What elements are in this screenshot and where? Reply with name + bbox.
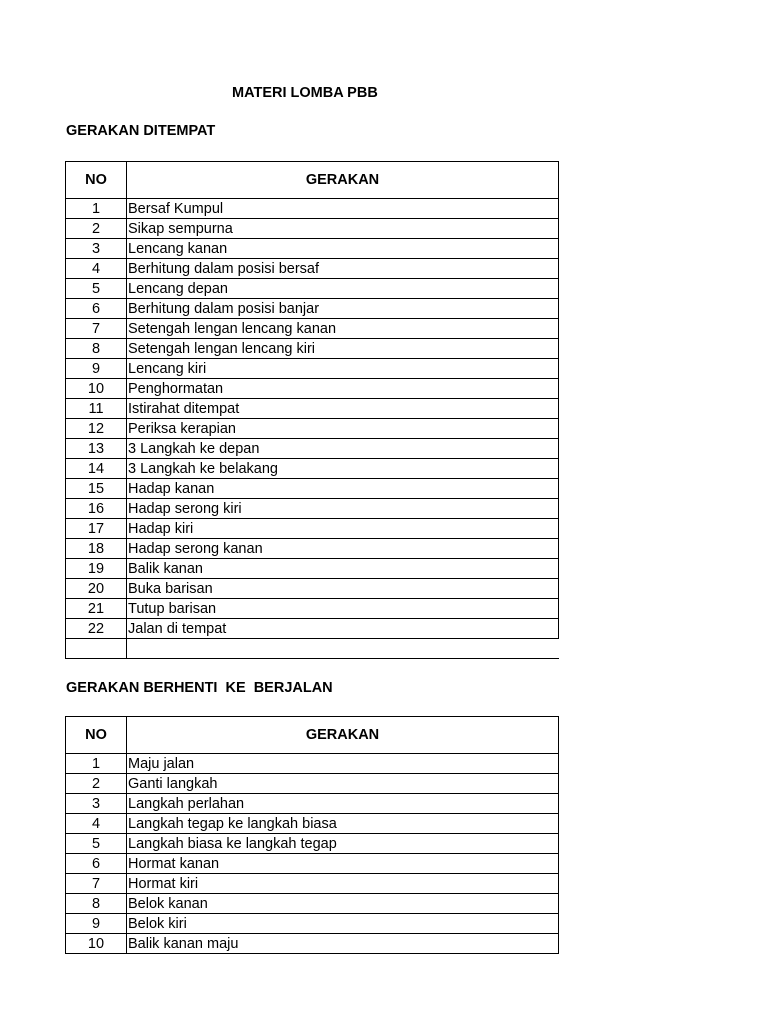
movement-name-cell: 3 Langkah ke depan [127,439,559,459]
movement-name-cell: Sikap sempurna [127,219,559,239]
table-row [66,479,559,499]
table-header-row [66,717,559,754]
movement-name-cell: Hadap serong kiri [127,499,559,519]
movement-name-cell: Lencang depan [127,279,559,299]
row-number-cell: 12 [66,419,127,439]
table-row [66,259,559,279]
movement-name-cell: Setengah lengan lencang kiri [127,339,559,359]
row-number-cell: 2 [66,219,127,239]
movement-name-cell: Hormat kiri [127,874,559,894]
table-row [66,539,559,559]
movement-name-cell: Balik kanan maju [127,934,559,954]
row-number-cell: 21 [66,599,127,619]
row-number-cell: 20 [66,579,127,599]
section-title-gerakan-berhenti-ke-berjalan: GERAKAN BERHENTI KE BERJALAN [66,680,333,696]
table-row [66,599,559,619]
document-title: MATERI LOMBA PBB [232,85,378,101]
table-row [66,619,559,639]
table-row [66,854,559,874]
movement-name-cell: Hormat kanan [127,854,559,874]
movement-name-cell: Lencang kiri [127,359,559,379]
row-number-cell: 14 [66,459,127,479]
table-row [66,774,559,794]
row-number-cell: 8 [66,894,127,914]
row-number-cell: 3 [66,794,127,814]
row-number-cell: 9 [66,359,127,379]
row-number-cell: 1 [66,199,127,219]
row-number-cell: 22 [66,619,127,639]
row-number-cell: 17 [66,519,127,539]
row-number-cell: 7 [66,874,127,894]
movement-name-cell: Istirahat ditempat [127,399,559,419]
table-row [66,379,559,399]
row-number-cell: 10 [66,934,127,954]
row-number-cell: 13 [66,439,127,459]
table-row [66,219,559,239]
section-title-gerakan-ditempat: GERAKAN DITEMPAT [66,123,216,139]
table-row [66,934,559,954]
table-row [66,914,559,934]
table-row [66,239,559,259]
table-row [66,279,559,299]
table-row [66,794,559,814]
row-number-cell: 1 [66,754,127,774]
empty-cell [127,639,559,659]
column-header-no: NO [66,717,127,754]
movement-name-cell: Balik kanan [127,559,559,579]
column-header-no: NO [66,162,127,199]
row-number-cell: 15 [66,479,127,499]
row-number-cell: 6 [66,854,127,874]
table-row [66,519,559,539]
table-row [66,359,559,379]
movement-name-cell: Berhitung dalam posisi bersaf [127,259,559,279]
table-row [66,754,559,774]
row-number-cell: 3 [66,239,127,259]
row-number-cell: 9 [66,914,127,934]
row-number-cell: 5 [66,834,127,854]
row-number-cell: 16 [66,499,127,519]
movement-name-cell: Belok kiri [127,914,559,934]
row-number-cell: 7 [66,319,127,339]
column-header-gerakan: GERAKAN [127,717,559,754]
table-row [66,199,559,219]
movement-name-cell: Hadap kiri [127,519,559,539]
empty-table-row [66,639,559,659]
table-row [66,499,559,519]
row-number-cell: 6 [66,299,127,319]
row-number-cell: 2 [66,774,127,794]
table-row [66,559,559,579]
table-row [66,834,559,854]
movement-name-cell: Maju jalan [127,754,559,774]
table-row [66,459,559,479]
movement-name-cell: Langkah biasa ke langkah tegap [127,834,559,854]
table-row [66,814,559,834]
movement-name-cell: Hadap kanan [127,479,559,499]
table-row [66,874,559,894]
movement-name-cell: Penghormatan [127,379,559,399]
table-header-row [66,162,559,199]
table-row [66,579,559,599]
table-row [66,299,559,319]
movement-name-cell: Langkah tegap ke langkah biasa [127,814,559,834]
row-number-cell: 19 [66,559,127,579]
row-number-cell: 5 [66,279,127,299]
row-number-cell: 8 [66,339,127,359]
table-gerakan-ditempat [65,161,559,659]
row-number-cell: 18 [66,539,127,559]
row-number-cell: 4 [66,259,127,279]
movement-name-cell: Lencang kanan [127,239,559,259]
table-row [66,419,559,439]
table-row [66,439,559,459]
movement-name-cell: 3 Langkah ke belakang [127,459,559,479]
table-row [66,399,559,419]
row-number-cell: 11 [66,399,127,419]
row-number-cell: 4 [66,814,127,834]
movement-name-cell: Buka barisan [127,579,559,599]
empty-cell [66,639,127,659]
movement-name-cell: Bersaf Kumpul [127,199,559,219]
table-gerakan-berhenti-ke-berjalan [65,716,559,954]
movement-name-cell: Tutup barisan [127,599,559,619]
movement-name-cell: Ganti langkah [127,774,559,794]
movement-name-cell: Setengah lengan lencang kanan [127,319,559,339]
movement-name-cell: Hadap serong kanan [127,539,559,559]
table-row [66,319,559,339]
movement-name-cell: Jalan di tempat [127,619,559,639]
table-row [66,339,559,359]
table-row [66,894,559,914]
column-header-gerakan: GERAKAN [127,162,559,199]
movement-name-cell: Belok kanan [127,894,559,914]
movement-name-cell: Berhitung dalam posisi banjar [127,299,559,319]
row-number-cell: 10 [66,379,127,399]
movement-name-cell: Periksa kerapian [127,419,559,439]
movement-name-cell: Langkah perlahan [127,794,559,814]
